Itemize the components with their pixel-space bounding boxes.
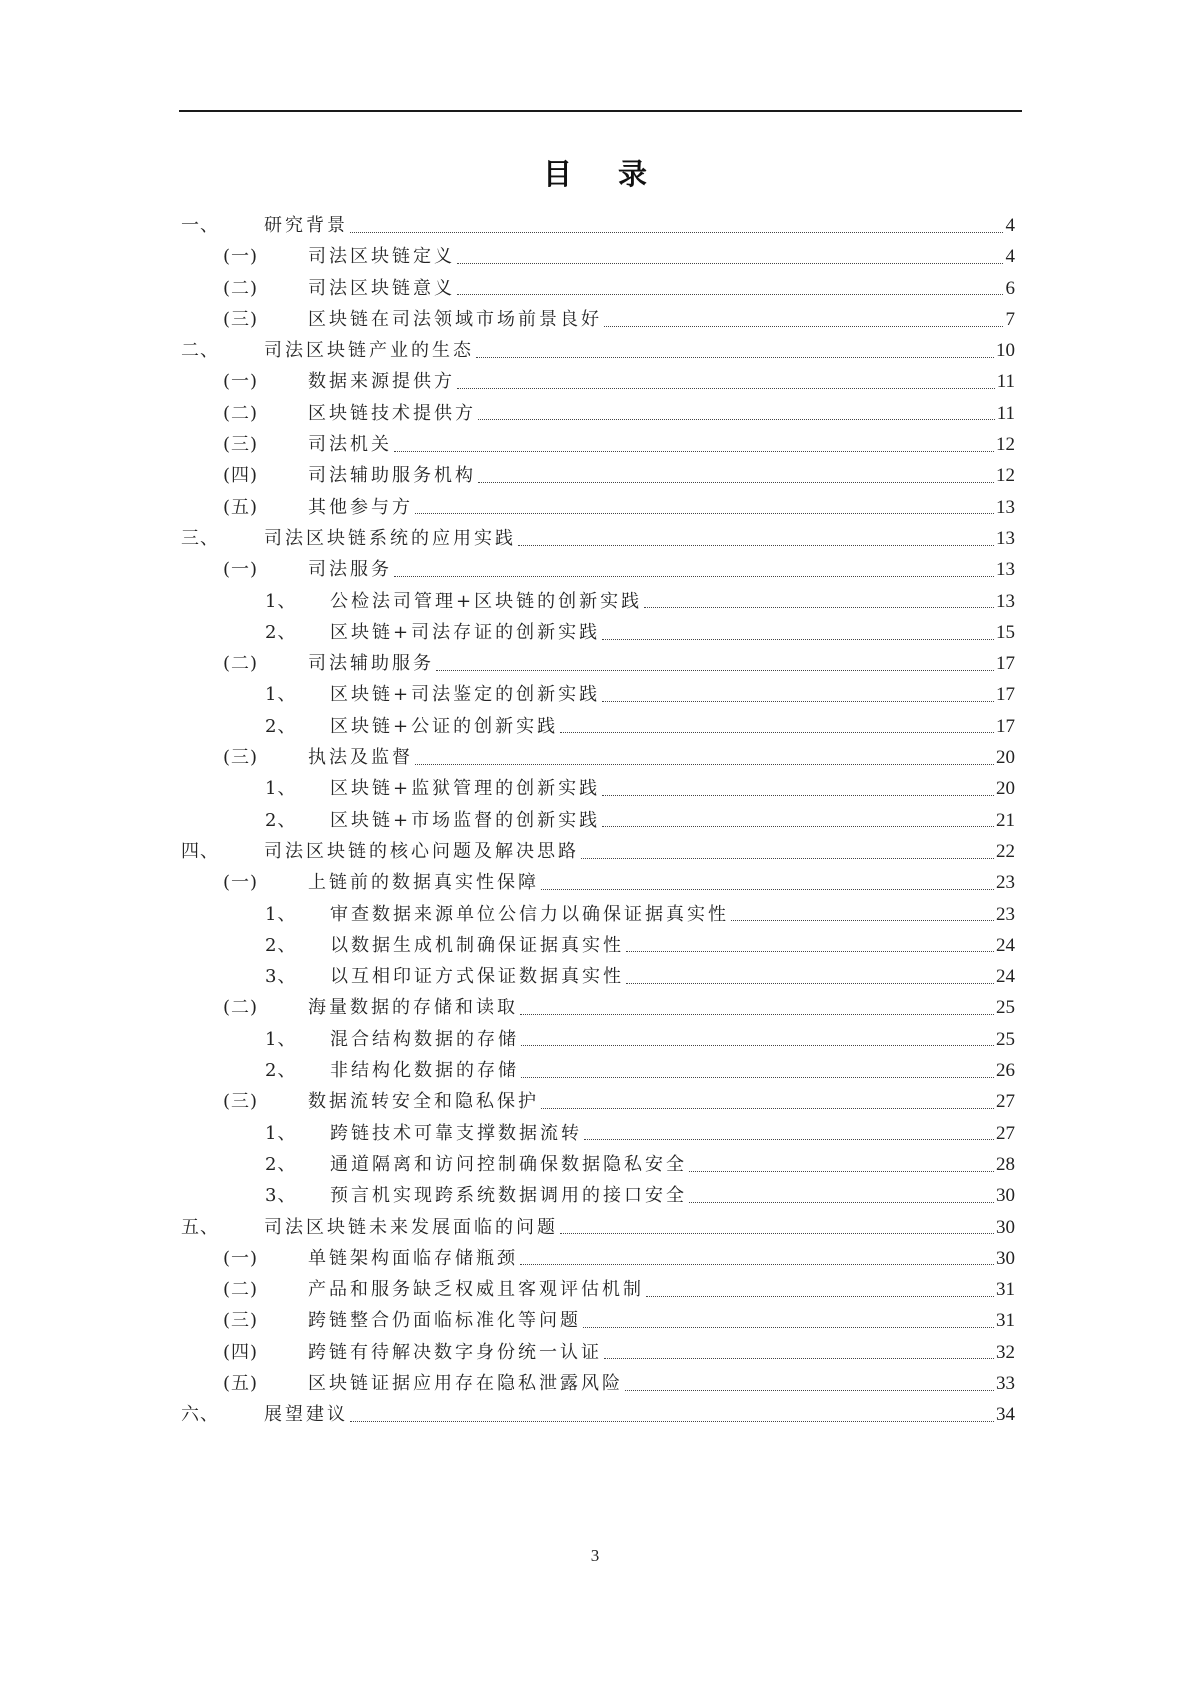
toc-entry-title: 其他参与方 [308,496,413,518]
dot-leader [646,1295,994,1297]
toc-entry[interactable] [181,930,1015,961]
toc-entry-page: 31 [996,1279,1015,1301]
toc-entry-title: 以互相印证方式保证数据真实性 [330,966,624,988]
toc-entry-page: 11 [996,371,1015,393]
toc-entry[interactable] [181,617,1015,648]
dot-leader [626,950,994,952]
toc-entry-page: 4 [1005,215,1015,236]
toc-entry[interactable] [181,805,1015,836]
toc-entry-page: 30 [996,1185,1015,1207]
dot-leader [521,1044,994,1046]
toc-entry-number: (三) [223,1310,259,1332]
dot-leader [689,1170,994,1172]
toc-entry-number: 2、 [265,1060,297,1082]
dot-leader [457,387,995,389]
toc-entry[interactable] [181,210,1015,241]
toc-entry-page: 31 [996,1310,1015,1332]
dot-leader [476,356,994,358]
toc-entry-title: 跨链技术可靠支撑数据流转 [330,1122,582,1144]
toc-entry[interactable] [181,366,1015,397]
toc-entry-title: 区块链+司法存证的创新实践 [330,621,601,643]
toc-entry-number: (一) [223,559,259,581]
toc-entry-page: 17 [996,684,1015,706]
dot-leader [520,1263,994,1265]
toc-entry-page: 7 [1005,308,1015,330]
toc-entry-title: 产品和服务缺乏权威且客观评估机制 [308,1279,644,1301]
toc-entry-title: 以数据生成机制确保证据真实性 [330,934,624,956]
toc-entry-title: 司法服务 [308,559,392,581]
toc-entry-page: 15 [996,621,1015,643]
dot-leader [518,544,994,546]
toc-title: 目 录 [542,157,666,191]
toc-entry[interactable] [181,1399,1015,1430]
toc-entry-page: 11 [996,402,1015,424]
toc-entry-title: 展望建议 [264,1404,348,1426]
toc-entry-page: 24 [996,966,1015,988]
toc-entry[interactable] [181,648,1015,679]
toc-entry-title: 司法区块链的核心问题及解决思路 [264,840,579,862]
toc-entry-page: 20 [996,778,1015,800]
toc-entry-number: (一) [223,246,259,268]
toc-entry-number: (二) [223,277,259,299]
toc-entry-title: 司法区块链系统的应用实践 [264,527,516,549]
toc-entry[interactable] [181,304,1015,335]
toc-entry[interactable] [181,1024,1015,1055]
dot-leader [626,982,994,984]
toc-entry-page: 27 [996,1122,1015,1144]
toc-entry-page: 13 [996,496,1015,518]
dot-leader [541,1107,994,1109]
toc-entry-page: 17 [996,653,1015,675]
dot-leader [520,1013,994,1015]
toc-entry-number: (一) [223,1247,259,1269]
toc-entry[interactable] [181,273,1015,304]
toc-entry-number: 2、 [265,621,297,643]
toc-entry-page: 30 [996,1216,1015,1238]
toc-entry-number: 1、 [265,778,297,800]
dot-leader [521,1076,994,1078]
toc-entry-page: 26 [996,1060,1015,1082]
toc-entry-number: 1、 [265,684,297,706]
toc-entry[interactable] [181,773,1015,804]
header-rule [179,110,1022,112]
toc-entry-number: (三) [223,747,259,769]
toc-entry-number: 2、 [265,809,297,831]
toc-entry[interactable] [181,1118,1015,1149]
dot-leader [644,606,994,608]
toc-entry-page: 27 [996,1091,1015,1113]
dot-leader [584,1138,994,1140]
toc-entry[interactable] [181,742,1015,773]
toc-entry[interactable] [181,1212,1015,1243]
dot-leader [436,669,994,671]
toc-entry-title: 通道隔离和访问控制确保数据隐私安全 [330,1153,687,1175]
dot-leader [731,919,994,921]
dot-leader [415,763,994,765]
toc-entry-page: 13 [996,559,1015,581]
toc-entry-title: 区块链+公证的创新实践 [330,715,559,737]
dot-leader [604,325,1003,327]
page-number: 3 [590,1546,600,1565]
dot-leader [394,450,994,452]
toc-entry-title: 上链前的数据真实性保障 [308,872,539,894]
toc-entry[interactable] [181,992,1015,1023]
toc-entry[interactable] [181,241,1015,272]
toc-entry[interactable] [181,711,1015,742]
toc-entry[interactable] [181,429,1015,460]
dot-leader [394,575,994,577]
toc-entry-page: 22 [996,840,1015,862]
toc-entry-number: 六、 [181,1404,219,1426]
toc-entry-number: 1、 [265,590,297,612]
toc-entry-page: 21 [996,809,1015,831]
dot-leader [604,1357,994,1359]
toc-entry-title: 执法及监督 [308,747,413,769]
toc-entry[interactable] [181,1274,1015,1305]
toc-entry-page: 25 [996,1028,1015,1050]
toc-entry-page: 10 [996,340,1015,362]
toc-entry-title: 区块链证据应用存在隐私泄露风险 [308,1372,623,1394]
toc-entry-title: 数据流转安全和隐私保护 [308,1091,539,1113]
toc-entry[interactable] [181,1149,1015,1180]
toc-entry-page: 25 [996,997,1015,1019]
toc-entry-number: 1、 [265,1028,297,1050]
toc-entry-number: (二) [223,402,259,424]
dot-leader [478,418,995,420]
toc-entry-number: (三) [223,1091,259,1113]
toc-entry-title: 司法辅助服务机构 [308,465,476,487]
toc-entry-page: 13 [996,527,1015,549]
toc-entry-number: 3、 [265,1185,297,1207]
toc-entry-page: 23 [996,903,1015,925]
toc-entry-number: (一) [223,872,259,894]
toc-entry-number: 四、 [181,840,219,862]
toc-entry-page: 20 [996,747,1015,769]
toc-entry-page: 30 [996,1247,1015,1269]
toc-entry-number: (五) [223,1372,259,1394]
toc-entry-number: (二) [223,997,259,1019]
toc-entry[interactable] [181,586,1015,617]
toc-entry-title: 跨链有待解决数字身份统一认证 [308,1341,602,1363]
toc-entry-page: 17 [996,715,1015,737]
dot-leader [541,888,994,890]
dot-leader [415,512,994,514]
dot-leader [457,293,1003,295]
toc-entry-title: 司法区块链未来发展面临的问题 [264,1216,558,1238]
toc-entry-number: 二、 [181,340,219,362]
toc-entry-title: 司法辅助服务 [308,653,434,675]
dot-leader [560,731,994,733]
dot-leader [583,1326,994,1328]
toc-entry-page: 23 [996,872,1015,894]
toc-entry[interactable] [181,1305,1015,1336]
toc-entry-page: 12 [996,434,1015,456]
dot-leader [350,1420,994,1422]
toc-entry-title: 海量数据的存储和读取 [308,997,518,1019]
toc-entry-title: 公检法司管理+区块链的创新实践 [330,590,643,612]
toc-entry[interactable] [181,1368,1015,1399]
toc-entry-number: 五、 [181,1216,219,1238]
toc-entry[interactable] [181,398,1015,429]
toc-entry[interactable] [181,1055,1015,1086]
toc-entry[interactable] [181,836,1015,867]
dot-leader [581,857,994,859]
toc-entry-title: 混合结构数据的存储 [330,1028,519,1050]
toc-entry-page: 12 [996,465,1015,487]
toc-entry-number: 三、 [181,527,219,549]
dot-leader [625,1389,994,1391]
toc-entry-title: 区块链在司法领域市场前景良好 [308,308,602,330]
toc-entry-page: 34 [996,1404,1015,1426]
dot-leader [689,1201,994,1203]
toc-entry-number: (三) [223,308,259,330]
toc-entry[interactable] [181,1243,1015,1274]
toc-entry-title: 单链架构面临存储瓶颈 [308,1247,518,1269]
toc-entry[interactable] [181,1337,1015,1368]
dot-leader [350,231,1003,233]
dot-leader [560,1232,994,1234]
toc-entry[interactable] [181,1086,1015,1117]
dot-leader [602,794,994,796]
toc-entry-page: 13 [996,590,1015,612]
toc-entry-page: 6 [1005,277,1015,299]
toc-entry-title: 审查数据来源单位公信力以确保证据真实性 [330,903,729,925]
toc-entry-number: (四) [223,1341,259,1363]
toc-entry-number: 2、 [265,715,297,737]
toc-entry-title: 司法区块链意义 [308,277,455,299]
toc-entry-title: 非结构化数据的存储 [330,1060,519,1082]
toc-entry-number: (三) [223,434,259,456]
toc-entry-title: 司法区块链定义 [308,246,455,268]
toc-entry-title: 区块链技术提供方 [308,402,476,424]
toc-entry-number: (五) [223,496,259,518]
toc-entry-title: 区块链+司法鉴定的创新实践 [330,684,601,706]
dot-leader [457,262,1003,264]
toc-entry[interactable] [181,1180,1015,1211]
toc-entry-title: 预言机实现跨系统数据调用的接口安全 [330,1185,687,1207]
toc-entry-number: (二) [223,1279,259,1301]
toc-entry-title: 研究背景 [264,215,348,236]
toc-entry-number: 1、 [265,903,297,925]
toc-entry-number: 一、 [181,215,219,236]
toc-entry[interactable] [181,899,1015,930]
toc-entry-number: 2、 [265,934,297,956]
toc-entry-number: (一) [223,371,259,393]
toc-entry-number: 2、 [265,1153,297,1175]
toc-entry-number: 3、 [265,966,297,988]
table-of-contents [181,210,1015,1431]
toc-entry[interactable] [181,554,1015,585]
toc-entry-page: 33 [996,1372,1015,1394]
dot-leader [602,700,994,702]
toc-entry-title: 区块链+市场监督的创新实践 [330,809,601,831]
toc-entry-page: 32 [996,1341,1015,1363]
toc-entry-title: 跨链整合仍面临标准化等问题 [308,1310,581,1332]
dot-leader [478,481,994,483]
toc-entry[interactable] [181,679,1015,710]
toc-entry[interactable] [181,961,1015,992]
toc-entry[interactable] [181,492,1015,523]
toc-entry[interactable] [181,523,1015,554]
toc-entry-title: 司法机关 [308,434,392,456]
toc-entry[interactable] [181,335,1015,366]
toc-entry-page: 4 [1005,246,1015,268]
toc-entry-title: 区块链+监狱管理的创新实践 [330,778,601,800]
toc-entry[interactable] [181,867,1015,898]
toc-entry[interactable] [181,460,1015,491]
toc-entry-number: (四) [223,465,259,487]
toc-entry-page: 28 [996,1153,1015,1175]
toc-entry-title: 司法区块链产业的生态 [264,340,474,362]
toc-entry-number: 1、 [265,1122,297,1144]
dot-leader [602,638,994,640]
dot-leader [602,825,994,827]
toc-entry-page: 24 [996,934,1015,956]
toc-entry-number: (二) [223,653,259,675]
toc-entry-title: 数据来源提供方 [308,371,455,393]
